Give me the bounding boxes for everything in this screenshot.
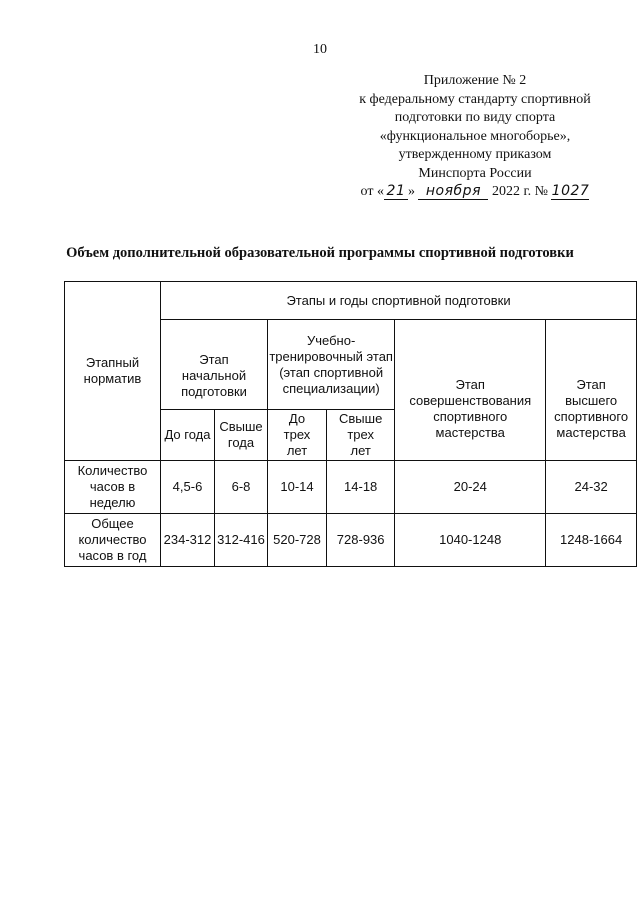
document-title: Объем дополнительной образовательной программы спортивной подготовки: [66, 245, 574, 261]
corner-header: Этапный норматив: [65, 282, 161, 461]
table-cell: 520-728: [268, 514, 327, 567]
volume-table: [64, 281, 637, 567]
order-reference: [340, 183, 610, 202]
table-cell: 6-8: [215, 461, 268, 514]
appendix-line: Минспорта России: [418, 165, 532, 181]
row-label: Общее количество часов в год: [65, 514, 161, 567]
appendix-line: подготовки по виду спорта: [394, 110, 556, 125]
stage-initial-header: Этап начальной подготовки: [161, 320, 268, 410]
order-month: ноября: [418, 183, 488, 200]
stage-higher-header: Этап высшего спортивного мастерства: [546, 320, 637, 461]
table-cell: 312-416: [215, 514, 268, 567]
table-cell: 20-24: [395, 461, 546, 514]
table-cell: 14-18: [327, 461, 395, 514]
stage-training-header: Учебно-тренировочный этап (этап спортивной специализации): [268, 320, 395, 410]
table-row: [65, 461, 637, 514]
order-number: 1027: [551, 183, 590, 199]
group-header: Этапы и годы спортивной подготовки: [161, 282, 637, 320]
order-mid: »: [407, 184, 415, 199]
table-row: [65, 514, 637, 567]
sub-header-up-to-year: До года: [161, 410, 215, 461]
sub-header-over-three: Свыше трех лет: [327, 410, 395, 461]
appendix-line: утвержденному приказом: [398, 147, 552, 162]
table-cell: 24-32: [546, 461, 637, 514]
appendix-line: «функциональное многоборье»,: [379, 128, 571, 144]
table-cell: 10-14: [268, 461, 327, 514]
appendix-line: к федеральному стандарту спортивной: [359, 91, 591, 107]
page-number: 10: [313, 42, 327, 57]
row-label: Количество часов в неделю: [65, 461, 161, 514]
table-cell: 1040-1248: [395, 514, 546, 567]
order-year: 2022 г. №: [491, 184, 548, 199]
table-cell: 234-312: [161, 514, 215, 567]
order-prefix: от «: [360, 184, 384, 199]
table-cell: 4,5-6: [161, 461, 215, 514]
appendix-line: Приложение № 2: [423, 73, 527, 88]
order-day: 21: [384, 183, 408, 200]
table-cell: 1248-1664: [546, 514, 637, 567]
appendix-header: [340, 72, 610, 202]
sub-header-up-to-three: До трех лет: [268, 410, 327, 461]
stage-improvement-header: Этап совершенствования спортивного мастерства: [395, 320, 546, 461]
sub-header-over-year: Свыше года: [215, 410, 268, 461]
table-cell: 728-936: [327, 514, 395, 567]
